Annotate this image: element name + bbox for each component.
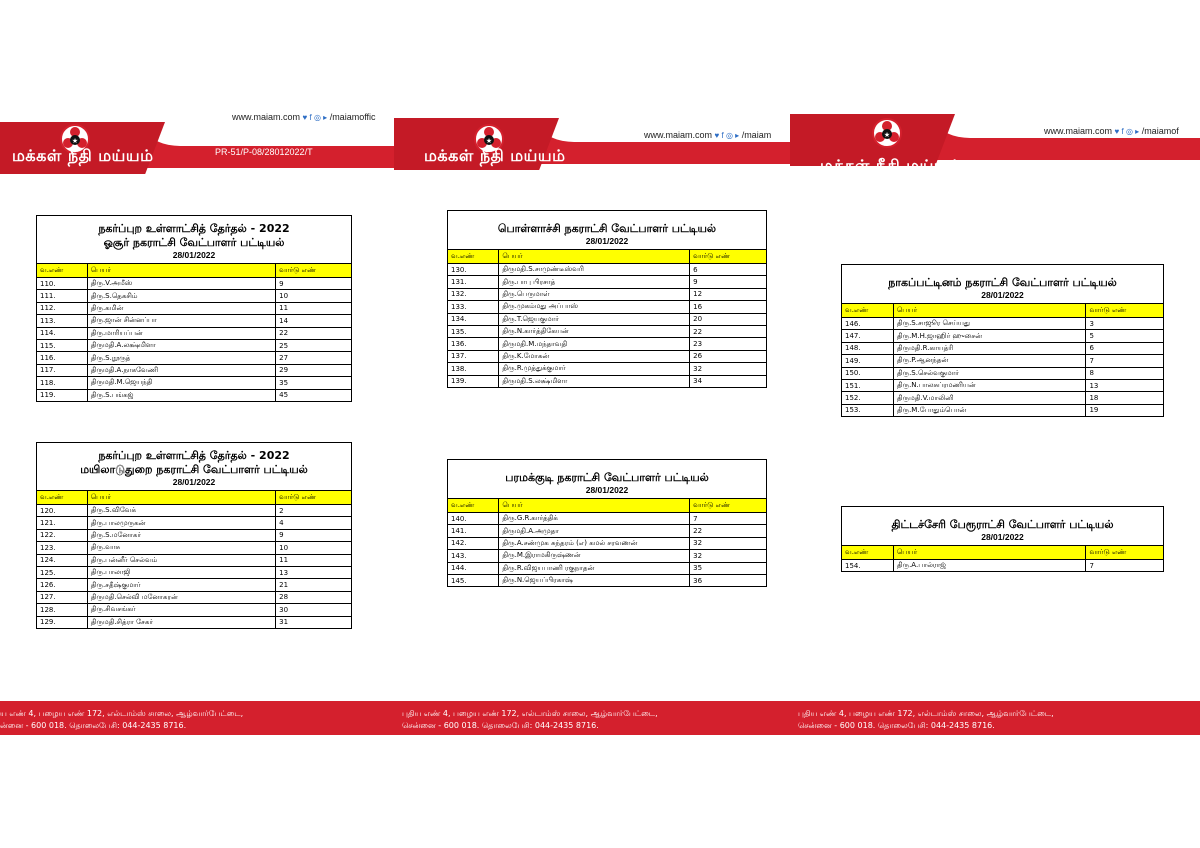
brand-name: மக்கள் நீதி மய்யம் <box>12 146 154 165</box>
social-icons: ♥ f ◎ ▸ <box>714 131 740 140</box>
serial-number: 137. <box>448 350 499 362</box>
ward-number: 10 <box>276 290 351 302</box>
table-row <box>37 315 351 327</box>
candidate-name: திரு.S.தெகசிம் <box>87 290 275 302</box>
serial-number: 149. <box>842 355 893 367</box>
ward-number: 12 <box>690 288 766 300</box>
ward-number: 20 <box>690 313 766 325</box>
serial-number: 121. <box>37 517 87 529</box>
candidate-name: திருமதி.A.நாகவேணி <box>87 364 275 376</box>
website-line <box>232 112 376 122</box>
reference-number: PR-51/P-08/28012022/T <box>1026 162 1124 172</box>
brand-name: மக்கள் நீதி மய்யம் <box>424 146 566 165</box>
column-header-sno: வ.எண் <box>842 304 893 318</box>
serial-number: 117. <box>37 364 87 376</box>
column-header-name: பெயர் <box>499 499 690 513</box>
table-header-row <box>448 499 766 513</box>
column-header-ward: வார்டு எண் <box>690 499 766 513</box>
candidate-name: திரு.A.பால்ராஜ் <box>893 560 1086 572</box>
serial-number: 134. <box>448 313 499 325</box>
table-row <box>448 313 766 325</box>
candidate-name: திரு.சதீஷ்குமார் <box>87 579 275 591</box>
social-icons: ♥ f ◎ ▸ <box>302 113 328 122</box>
reference-number: PR-51/P-08/28012022/T <box>626 166 724 176</box>
svg-text:★: ★ <box>71 138 79 145</box>
ward-number: 22 <box>690 525 766 537</box>
candidate-name: திருமதி.A.அமுதா <box>499 525 690 537</box>
ward-number: 36 <box>690 574 766 586</box>
table-title: பொள்ளாச்சி நகராட்சி வேட்பாளர் பட்டியல் <box>497 222 717 235</box>
ward-number: 32 <box>690 550 766 562</box>
serial-number: 114. <box>37 327 87 339</box>
table-row <box>448 363 766 375</box>
candidate-name: திருமதி.சித்ரா சேகர் <box>87 616 275 628</box>
candidate-table-paramakudi <box>447 459 767 587</box>
table-title: நாகப்பட்டினம் நகராட்சி வேட்பாளர் பட்டியல் <box>888 276 1117 289</box>
serial-number: 148. <box>842 342 893 354</box>
candidate-name: திரு.பாபு பிரசாத் <box>499 276 690 288</box>
candidate-list <box>842 545 1163 571</box>
table-row <box>448 288 766 300</box>
candidate-list <box>448 249 766 387</box>
ward-number: 30 <box>276 604 351 616</box>
candidate-name: திரு.G.R.கார்த்திக் <box>499 513 690 525</box>
serial-number: 139. <box>448 375 499 387</box>
social-handle[interactable]: /maiamoffic <box>329 112 376 122</box>
address-line-2: சென்னை - 600 018. தொலைபேசி: 044-2435 8716. <box>798 721 995 730</box>
website-line <box>644 130 771 140</box>
ward-number: 31 <box>276 616 351 628</box>
candidate-name: திரு.S.பங்கஜ் <box>87 389 275 401</box>
ward-number: 34 <box>690 375 766 387</box>
table-row <box>448 525 766 537</box>
ward-number: 8 <box>1086 367 1163 379</box>
candidate-name: திரு.முகம்மது அப்பாஸ் <box>499 301 690 313</box>
table-row <box>37 554 351 566</box>
ward-number: 22 <box>276 327 351 339</box>
candidate-name: திருமதி.செல்வி மனோகரன் <box>87 591 275 603</box>
ward-number: 14 <box>276 315 351 327</box>
website-link[interactable]: www.maiam.com <box>644 130 713 140</box>
table-date: 28/01/2022 <box>585 485 629 495</box>
table-date: 28/01/2022 <box>981 290 1024 300</box>
candidate-name: திரு.R.விஜயபாணி ரகுநாதன் <box>499 562 690 574</box>
column-header-sno: வ.எண் <box>448 250 499 264</box>
table-row <box>448 562 766 574</box>
ward-number: 6 <box>690 264 766 276</box>
candidate-name: திரு.M.போதும்பொன் <box>893 404 1086 416</box>
ward-number: 13 <box>276 566 351 578</box>
letterhead <box>0 104 394 184</box>
ward-number: 21 <box>276 579 351 591</box>
serial-number: 153. <box>842 404 893 416</box>
table-row <box>448 513 766 525</box>
serial-number: 127. <box>37 591 87 603</box>
candidate-name: திருமதி.R.காயத்ரி <box>893 342 1086 354</box>
column-header-ward: வார்டு எண் <box>1086 546 1163 560</box>
serial-number: 135. <box>448 325 499 337</box>
serial-number: 145. <box>448 574 499 586</box>
table-row <box>448 550 766 562</box>
svg-text:★: ★ <box>883 132 891 139</box>
serial-number: 119. <box>37 389 87 401</box>
candidate-name: திரு.ஜான் சின்னப்பா <box>87 315 275 327</box>
candidate-name: திரு.சிவசங்கர் <box>87 604 275 616</box>
candidate-name: திருமதி.S.லக்ஷ்மிளா <box>499 375 690 387</box>
candidate-name: திரு.N.ஜெயப்பிரகாஷ் <box>499 574 690 586</box>
table-row <box>37 505 351 517</box>
candidate-name: திரு.பாலாஜி <box>87 566 275 578</box>
table-date: 28/01/2022 <box>172 477 216 487</box>
serial-number: 132. <box>448 288 499 300</box>
serial-number: 122. <box>37 529 87 541</box>
table-row <box>37 591 351 603</box>
column-header-sno: வ.எண் <box>37 264 87 278</box>
candidate-name: திரு.M.H.ஜாஹிர் ஹுசைன் <box>893 330 1086 342</box>
candidate-name: திரு.T.ஜெயகுமார் <box>499 313 690 325</box>
serial-number: 128. <box>37 604 87 616</box>
ward-number: 4 <box>276 517 351 529</box>
column-header-sno: வ.எண் <box>842 546 893 560</box>
table-row <box>842 330 1163 342</box>
table-row <box>37 278 351 290</box>
letterhead <box>394 100 790 180</box>
ward-number: 32 <box>690 537 766 549</box>
serial-number: 140. <box>448 513 499 525</box>
table-row <box>448 325 766 337</box>
address-line-2: சென்னை - 600 018. தொலைபேசி: 044-2435 8716. <box>402 721 599 730</box>
ward-number: 18 <box>1086 392 1163 404</box>
candidate-name: திருமதி.V.மாலினி <box>893 392 1086 404</box>
table-row <box>37 290 351 302</box>
serial-number: 141. <box>448 525 499 537</box>
website-line <box>1044 126 1179 136</box>
ward-number: 3 <box>1086 318 1163 330</box>
press-release-page-2 <box>394 0 790 848</box>
footer-address <box>394 701 790 735</box>
table-row <box>37 542 351 554</box>
table-row <box>37 339 351 351</box>
candidate-name: திரு.P.ஆனந்தன் <box>893 355 1086 367</box>
candidate-name: திரு.M.இராமகிருஷ்ணன் <box>499 550 690 562</box>
candidate-list <box>448 498 766 586</box>
address-line-1: ய எண் 4, பழைய எண் 172, எல்டாம்ஸ் சாலை, ஆழ்வார்பேட்டை, <box>0 709 244 718</box>
column-header-name: பெயர் <box>499 250 690 264</box>
candidate-name: திரு.S.விவேக் <box>87 505 275 517</box>
table-row <box>37 616 351 628</box>
social-icons: ♥ f ◎ ▸ <box>1114 127 1140 136</box>
column-header-ward: வார்டு எண் <box>276 491 351 505</box>
table-title: பரமக்குடி நகராட்சி வேட்பாளர் பட்டியல் <box>505 471 709 484</box>
candidate-name: திருமதி.S.சாமுண்டீஸ்வரி <box>499 264 690 276</box>
candidate-name: திரு.R.முத்துக்குமார் <box>499 363 690 375</box>
candidate-name: திரு.A.சண்முக சுந்தரம் (எ) கமல் சரவணன் <box>499 537 690 549</box>
candidate-table-nagapattinam <box>841 264 1164 417</box>
candidate-name: திரு.பெருமாள் <box>499 288 690 300</box>
table-row <box>842 560 1163 572</box>
table-row <box>842 318 1163 330</box>
ward-number: 23 <box>690 338 766 350</box>
address-line-2: ன்னை - 600 018. தொலைபேசி: 044-2435 8716. <box>0 721 187 730</box>
table-row <box>448 574 766 586</box>
table-row <box>448 264 766 276</box>
table-row <box>37 517 351 529</box>
candidate-name: திரு.S.மனோகர் <box>87 529 275 541</box>
column-header-ward: வார்டு எண் <box>1086 304 1163 318</box>
table-row <box>37 364 351 376</box>
table-header-row <box>448 250 766 264</box>
mnm-logo-icon <box>872 118 902 148</box>
serial-number: 131. <box>448 276 499 288</box>
table-title: நகர்ப்புற உள்ளாட்சித் தேர்தல் - 2022 மயிலாடுதுறை நகராட்சி வேட்பாளர் பட்டியல் <box>80 449 308 476</box>
ward-number: 28 <box>276 591 351 603</box>
table-row <box>842 355 1163 367</box>
table-row <box>448 350 766 362</box>
serial-number: 125. <box>37 566 87 578</box>
table-row <box>37 327 351 339</box>
ward-number: 9 <box>690 276 766 288</box>
ward-number: 35 <box>690 562 766 574</box>
ward-number: 9 <box>276 529 351 541</box>
ward-number: 27 <box>276 352 351 364</box>
candidate-name: திரு.பன்னீர் செல்வம் <box>87 554 275 566</box>
svg-text:★: ★ <box>485 138 493 145</box>
table-row <box>37 604 351 616</box>
website-link[interactable]: www.maiam.com <box>232 112 301 122</box>
serial-number: 130. <box>448 264 499 276</box>
ward-number: 10 <box>276 542 351 554</box>
serial-number: 133. <box>448 301 499 313</box>
serial-number: 118. <box>37 377 87 389</box>
candidate-name: திரு.N.கார்த்திகேயன் <box>499 325 690 337</box>
website-link[interactable]: www.maiam.com <box>1044 126 1113 136</box>
candidate-list <box>842 303 1163 416</box>
serial-number: 136. <box>448 338 499 350</box>
table-date: 28/01/2022 <box>585 236 629 246</box>
candidate-name: திரு.S.நூருத் <box>87 352 275 364</box>
letterhead <box>790 96 1200 176</box>
candidate-list <box>37 490 351 628</box>
ward-number: 45 <box>276 389 351 401</box>
table-row <box>37 389 351 401</box>
candidate-name: திருமதி.M.ஜெயந்தி <box>87 377 275 389</box>
footer-address <box>790 701 1200 735</box>
candidate-name: திருமதி.A.லக்ஷ்மிளா <box>87 339 275 351</box>
serial-number: 147. <box>842 330 893 342</box>
ward-number: 22 <box>690 325 766 337</box>
address-line-1: புதிய எண் 4, பழைய எண் 172, எல்டாம்ஸ் சாலை, ஆழ்வார்பேட்டை, <box>798 709 1054 718</box>
serial-number: 110. <box>37 278 87 290</box>
ward-number: 32 <box>690 363 766 375</box>
footer-address <box>0 701 394 735</box>
ward-number: 7 <box>1086 355 1163 367</box>
serial-number: 120. <box>37 505 87 517</box>
candidate-list <box>37 263 351 401</box>
ward-number: 2 <box>276 505 351 517</box>
candidate-name: திரு.K.மோகன் <box>499 350 690 362</box>
ward-number: 13 <box>1086 379 1163 391</box>
serial-number: 123. <box>37 542 87 554</box>
header-curve <box>150 132 394 146</box>
table-row <box>448 338 766 350</box>
candidate-table-mayiladuthurai <box>36 442 352 629</box>
serial-number: 150. <box>842 367 893 379</box>
ward-number: 7 <box>690 513 766 525</box>
table-title: திட்டச்சேரி பேரூராட்சி வேட்பாளர் பட்டியல் <box>891 518 1114 531</box>
serial-number: 116. <box>37 352 87 364</box>
column-header-name: பெயர் <box>87 491 275 505</box>
candidate-table-hosur <box>36 215 352 402</box>
table-title: நகர்ப்புற உள்ளாட்சித் தேர்தல் - 2022 ஓசூர் நகராட்சி வேட்பாளர் பட்டியல் <box>98 222 290 249</box>
ward-number: 5 <box>1086 330 1163 342</box>
column-header-name: பெயர் <box>87 264 275 278</box>
serial-number: 142. <box>448 537 499 549</box>
table-header-row <box>842 304 1163 318</box>
candidate-name: திரு.S.செல்வகுமார் <box>893 367 1086 379</box>
column-header-ward: வார்டு எண் <box>276 264 351 278</box>
table-header-row <box>842 546 1163 560</box>
brand-name: மக்கள் நீதி மய்யம் <box>820 156 962 175</box>
ward-number: 9 <box>276 278 351 290</box>
serial-number: 138. <box>448 363 499 375</box>
column-header-name: பெயர் <box>893 546 1086 560</box>
table-row <box>842 379 1163 391</box>
table-row <box>37 529 351 541</box>
candidate-name: திரு.V.அமீஸ் <box>87 278 275 290</box>
table-date: 28/01/2022 <box>172 250 216 260</box>
ward-number: 25 <box>276 339 351 351</box>
table-row <box>37 566 351 578</box>
candidate-name: திரு.கமின் <box>87 302 275 314</box>
candidate-table-thittacheri <box>841 506 1164 572</box>
serial-number: 143. <box>448 550 499 562</box>
column-header-name: பெயர் <box>893 304 1086 318</box>
table-row <box>842 342 1163 354</box>
reference-number: PR-51/P-08/28012022/T <box>215 147 313 157</box>
table-header-row <box>37 264 351 278</box>
table-row <box>448 276 766 288</box>
press-release-page-1 <box>0 0 394 848</box>
candidate-name: திரு.S.சாஜூர செய்யது <box>893 318 1086 330</box>
ward-number: 11 <box>276 554 351 566</box>
candidate-name: திரு.மாரியப்பன் <box>87 327 275 339</box>
ward-number: 26 <box>690 350 766 362</box>
serial-number: 111. <box>37 290 87 302</box>
table-row <box>448 375 766 387</box>
candidate-table-pollachi <box>447 210 767 388</box>
table-date: 28/01/2022 <box>981 532 1024 542</box>
serial-number: 112. <box>37 302 87 314</box>
candidate-name: திரு.வாசு <box>87 542 275 554</box>
ward-number: 19 <box>1086 404 1163 416</box>
column-header-ward: வார்டு எண் <box>690 250 766 264</box>
serial-number: 126. <box>37 579 87 591</box>
serial-number: 144. <box>448 562 499 574</box>
table-row <box>842 392 1163 404</box>
ward-number: 16 <box>690 301 766 313</box>
serial-number: 115. <box>37 339 87 351</box>
press-release-page-3 <box>790 0 1200 848</box>
social-handle[interactable]: /maiam <box>741 130 772 140</box>
ward-number: 11 <box>276 302 351 314</box>
ward-number: 6 <box>1086 342 1163 354</box>
column-header-sno: வ.எண் <box>37 491 87 505</box>
ward-number: 35 <box>276 377 351 389</box>
serial-number: 124. <box>37 554 87 566</box>
table-row <box>842 404 1163 416</box>
candidate-name: திரு.பாலமுருகன் <box>87 517 275 529</box>
ward-number: 7 <box>1086 560 1163 572</box>
social-handle[interactable]: /maiamof <box>1141 126 1179 136</box>
candidate-name: திருமதி.M.மந்தாவதி <box>499 338 690 350</box>
table-row <box>448 301 766 313</box>
serial-number: 146. <box>842 318 893 330</box>
table-row <box>842 367 1163 379</box>
serial-number: 154. <box>842 560 893 572</box>
table-row <box>37 579 351 591</box>
column-header-sno: வ.எண் <box>448 499 499 513</box>
table-row <box>37 352 351 364</box>
table-row <box>37 302 351 314</box>
ward-number: 29 <box>276 364 351 376</box>
serial-number: 151. <box>842 379 893 391</box>
table-row <box>37 377 351 389</box>
candidate-name: திரு.N.பாலசுப்ரமணியன் <box>893 379 1086 391</box>
serial-number: 113. <box>37 315 87 327</box>
table-header-row <box>37 491 351 505</box>
address-line-1: புதிய எண் 4, பழைய எண் 172, எல்டாம்ஸ் சாலை, ஆழ்வார்பேட்டை, <box>402 709 658 718</box>
table-row <box>448 537 766 549</box>
serial-number: 129. <box>37 616 87 628</box>
serial-number: 152. <box>842 392 893 404</box>
